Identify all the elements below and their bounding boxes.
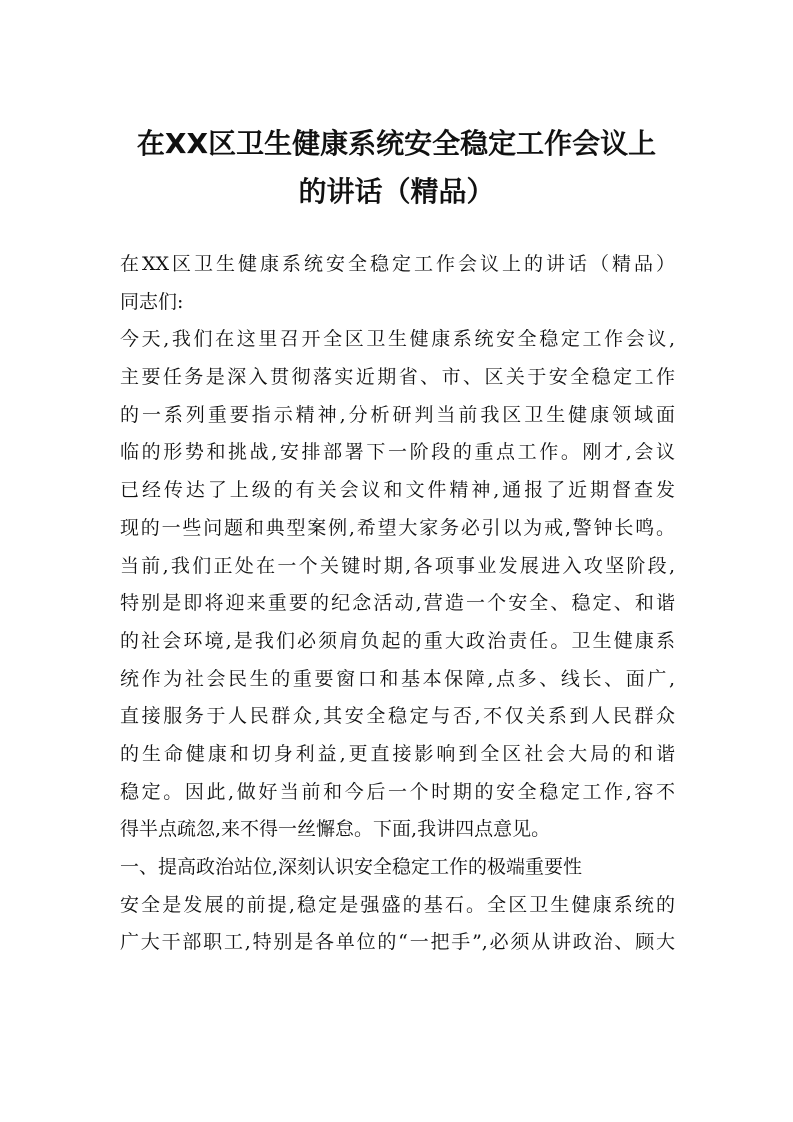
section-heading: 一、提高政治站位,深刻认识安全稳定工作的极端重要性 — [120, 856, 583, 878]
paragraph-line: 现的一些问题和典型案例,希望大家务必引以为戒,警钟长鸣。 — [120, 516, 675, 539]
document-title-line-2: 的讲话（精品） — [298, 175, 495, 208]
document-title-line-1: 在XX区卫生健康系统安全稳定工作会议上 — [136, 127, 657, 160]
paragraph-line: 特别是即将迎来重要的纪念活动,营造一个安全、稳定、和谐 — [120, 592, 675, 615]
paragraph-line: 今天,我们在这里召开全区卫生健康系统安全稳定工作会议, — [120, 328, 675, 351]
paragraph-line: 直接服务于人民群众,其安全稳定与否,不仅关系到人民群众 — [120, 705, 675, 728]
paragraph-line: 稳定。因此,做好当前和今后一个时期的安全稳定工作,容不 — [120, 780, 675, 803]
document-body — [120, 246, 675, 962]
paragraph-line: 的生命健康和切身利益,更直接影响到全区社会大局的和谐 — [120, 742, 675, 765]
paragraph-line: 临的形势和挑战,安排部署下一阶段的重点工作。刚才,会议 — [120, 441, 675, 464]
paragraph-line: 已经传达了上级的有关会议和文件精神,通报了近期督查发 — [120, 479, 675, 502]
salutation: 同志们: — [120, 290, 184, 313]
paragraph-line: 统作为社会民生的重要窗口和基本保障,点多、线长、面广, — [120, 667, 675, 690]
paragraph-line: 的一系列重要指示精神,分析研判当前我区卫生健康领域面 — [120, 403, 675, 426]
paragraph-line: 得半点疏忽,来不得一丝懈怠。下面,我讲四点意见。 — [120, 818, 551, 841]
subtitle-line: 在XX区卫生健康系统安全稳定工作会议上的讲话（精品） — [120, 253, 675, 275]
paragraph-line: 安全是发展的前提,稳定是强盛的基石。全区卫生健康系统的 — [120, 893, 675, 916]
paragraph-line: 主要任务是深入贯彻落实近期省、市、区关于安全稳定工作 — [120, 366, 675, 389]
paragraph-line: 广大干部职工,特别是各单位的“一把手”,必须从讲政治、顾大 — [120, 931, 675, 954]
paragraph-line: 当前,我们正处在一个关键时期,各项事业发展进入攻坚阶段, — [120, 554, 675, 577]
paragraph-line: 的社会环境,是我们必须肩负起的重大政治责任。卫生健康系 — [120, 629, 675, 652]
